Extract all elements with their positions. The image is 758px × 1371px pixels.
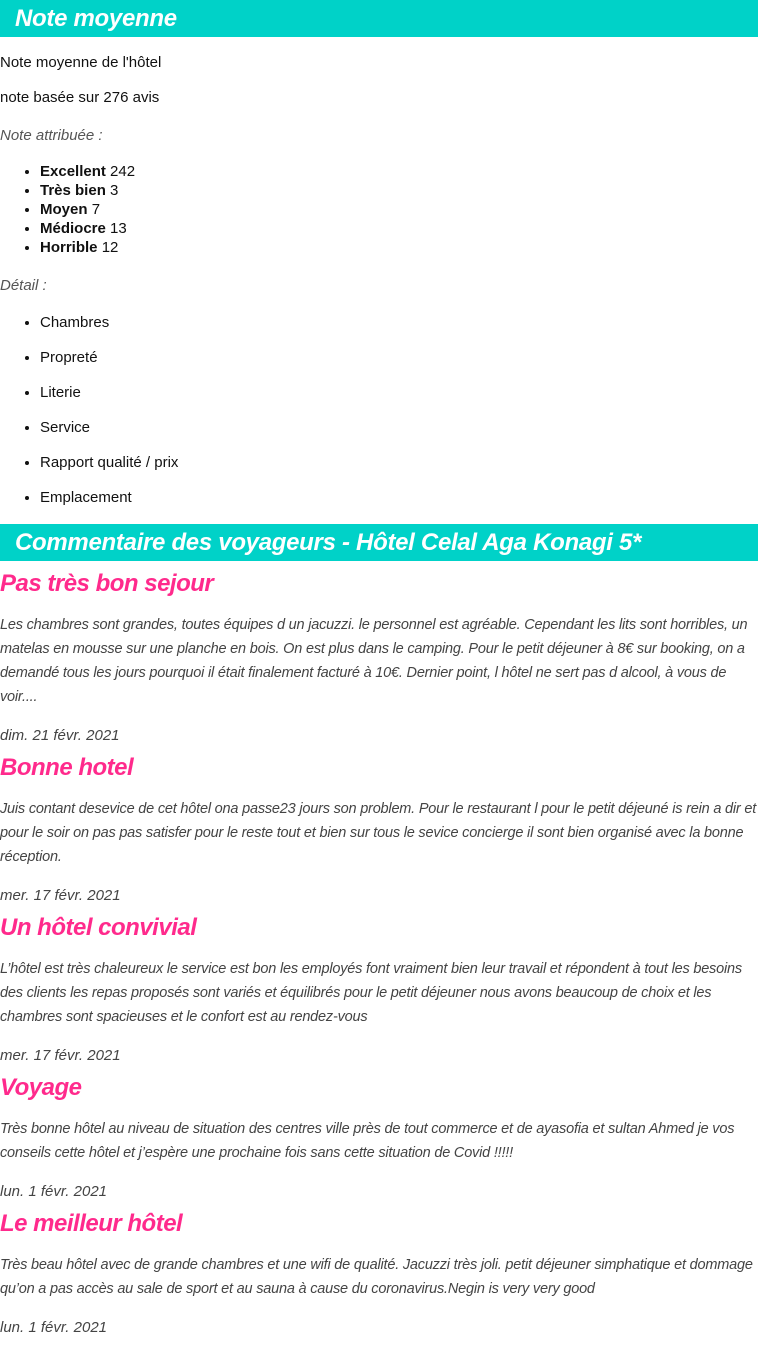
reviews-section [0,524,758,1337]
review-title: Bonne hotel [0,754,134,781]
review-text: Très beau hôtel avec de grande chambres et une wifi de qualité. Jacuzzi très joli. petit déjeuner simphatique et dommage qu’on a pas accès au sale de sport et au sauna à cause du coronavirus.Negin is very very good [0,1257,753,1297]
rating-label: Horrible [40,239,98,256]
review-text: Juis contant desevice de cet hôtel ona passe23 jours son problem. Pour le restaurant l pour le petit déjeuné is rein a dir et pour le soir on pas pas satisfer pour le reste tout et bien sur tous le sevice concierge il sont bien organisé avec la bonne réception. [0,801,757,865]
detail-item: • Chambres [40,314,758,332]
review-date: dim. 21 févr. 2021 [0,727,120,744]
rating-count: 13 [110,220,127,237]
review-date: lun. 1 févr. 2021 [0,1183,108,1200]
rating-count: 7 [91,201,101,218]
review-text: Les chambres sont grandes, toutes équipes d un jacuzzi. le personnel est agréable. Cependant les lits sont horribles, un matelas en mousse sur une planche en bois. On est plus dans le camping. Pour le petit déjeuner à 8€ sur booking, on a demandé tous les jours pourquoi il était finalement facturé à 10€. Dernier point, l hôtel ne sert pas d alcool, à vous de voir.... [0,617,748,705]
review-date: lun. 1 févr. 2021 [0,1319,108,1336]
section-heading-note-moyenne: Note moyenne [0,0,758,37]
review-card [0,1065,758,1201]
review-title: Voyage [0,1074,82,1101]
rating-item [40,200,758,219]
rating-label: Moyen [40,201,88,218]
detail-label: Détail : [0,277,47,294]
rating-item [40,181,758,200]
detail-item: • Service [40,419,758,437]
ratings-list [0,162,758,257]
rating-label: Très bien [40,182,106,199]
ratings-label: Note attribuée : [0,127,103,144]
review-card [0,561,758,745]
review-text: L’hôtel est très chaleureux le service est bon les employés font vraiment bien leur travail et répondent à tout les besoins des clients les repas proposés sont variés et équilibrés pour le petit déjeuner nous avons beaucoup de choix et les chambres sont spacieuses et le confort est au rendez-vous [0,961,742,1025]
review-count: note basée sur 276 avis [0,89,160,106]
review-date: mer. 17 févr. 2021 [0,887,121,904]
detail-item: • Propreté [40,349,758,367]
average-label: Note moyenne de l'hôtel [0,54,162,71]
rating-label: Excellent [40,163,106,180]
detail-item: • Emplacement [40,489,758,507]
rating-summary [0,0,758,507]
review-title: Un hôtel convivial [0,914,197,941]
section-heading-reviews: Commentaire des voyageurs - Hôtel Celal Aga Konagi 5* [0,524,758,561]
rating-item [40,238,758,257]
rating-count: 242 [110,163,136,180]
review-text: Très bonne hôtel au niveau de situation des centres ville près de tout commerce et de ayasofia et sultan Ahmed je vos conseils cette hôtel et j’espère une prochaine fois sans cette situation de Covid !!!!! [0,1121,735,1161]
review-date: mer. 17 févr. 2021 [0,1047,121,1064]
rating-count: 12 [101,239,119,256]
review-title: Pas très bon sejour [0,570,214,597]
review-title: Le meilleur hôtel [0,1210,183,1237]
rating-item [40,162,758,181]
review-card [0,1201,758,1337]
review-card [0,905,758,1065]
detail-list [0,314,758,507]
rating-item [40,219,758,238]
rating-label: Médiocre [40,220,106,237]
detail-item: • Rapport qualité / prix [40,454,758,472]
rating-count: 3 [110,182,119,199]
review-card [0,745,758,905]
detail-item: • Literie [40,384,758,402]
